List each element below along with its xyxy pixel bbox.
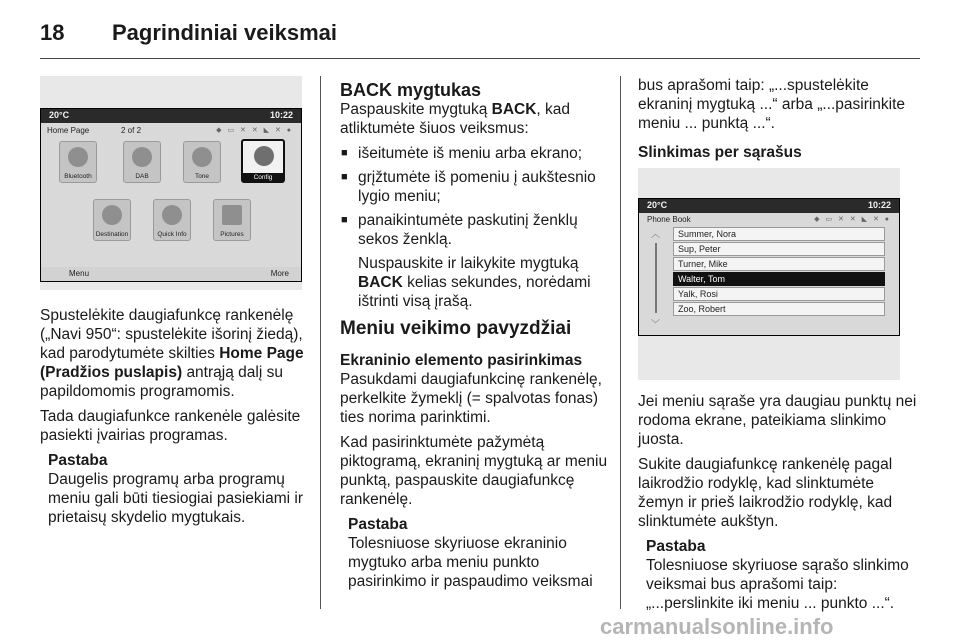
middle-column-text (340, 80, 608, 591)
phonebook-body (639, 213, 899, 335)
paragraph-turn-knob: Sukite daugiafunkcę rankenėlę pagal laikrodžio rodyklę, kad slinktumėte žemyn ir prieš laikrodžio rodyklę, kad slinktumėte aukštyn. (638, 456, 893, 530)
tile-pictures[interactable]: Pictures (213, 199, 251, 241)
watermark: carmanualsonline.info (600, 614, 834, 639)
right-column-text-top (638, 76, 922, 162)
more-softkey[interactable]: More (270, 269, 289, 278)
dab-icon (132, 147, 152, 167)
list-item: ■ išeitumėte iš meniu arba ekrano; (340, 144, 608, 163)
list-item: ■ grįžtumėte iš pomeniu į aukštesnio lygio meniu; (340, 168, 608, 206)
paragraph-hold-back: Nuspauskite ir laikykite mygtuką BACK kelias sekundes, norėdami ištrinti visą įrašą. (358, 255, 591, 310)
tile-destination[interactable]: Destination (93, 199, 131, 241)
tile-bluetooth[interactable]: Bluetooth (59, 141, 97, 183)
paragraph-continued: bus aprašomi taip: „...spustelėkite ekraninį mygtuką ...“ arba „...pasirinkite meniu ... punktą ...“. (638, 77, 906, 132)
temperature: 20°C (647, 200, 668, 210)
status-icons: ◆ ▭ ✕ ✕ ◣ ✕ ● (814, 216, 891, 223)
phonebook-screen (638, 198, 900, 336)
status-bar (639, 199, 899, 213)
paragraph-press: Kad pasirinktumėte pažymėtą piktogramą, ekraninį mygtuką ar meniu punktą, paspauskite daugiafunkcę rankenėlę. (340, 434, 608, 508)
paragraph-applications: Tada daugiafunkce rankenėle galėsite pasiekti įvairias programas. (40, 408, 301, 444)
clock: 10:22 (867, 200, 891, 210)
page-header (40, 14, 920, 58)
list-item[interactable]: Summer, Nora (673, 227, 885, 241)
note-title: Pastaba (348, 516, 408, 533)
list-item[interactable]: Turner, Mike (673, 257, 885, 271)
heading-back-button: BACK mygtukas (340, 80, 482, 100)
heading-select-element: Ekraninio elemento pasirinkimas (340, 352, 583, 369)
phonebook-title: Phone Book (647, 215, 691, 224)
paragraph-back-intro: Paspauskite mygtuką BACK, kad atliktumėte šiuos veiksmus: (340, 101, 571, 137)
phonebook-figure (638, 168, 900, 380)
home-screen-title: Home Page (47, 126, 90, 135)
left-column-text (40, 306, 308, 527)
scroll-down-icon[interactable]: ﹀ (651, 319, 661, 329)
heading-menu-examples: Meniu veikimo pavyzdžiai (340, 318, 572, 339)
home-screen-figure (40, 76, 302, 290)
tile-dab[interactable]: DAB (123, 141, 161, 183)
note-text: Tolesniuose skyriuose ekraninio mygtuko arba meniu punkto pasirinkimo ir paspaudimo veiksmai (348, 535, 593, 590)
info-icon (162, 205, 182, 225)
scroll-up-icon[interactable]: ︿ (651, 229, 661, 239)
globe-icon (102, 205, 122, 225)
right-column-text-bottom (638, 392, 922, 613)
note-box (40, 451, 308, 527)
status-bar (41, 109, 301, 123)
column-divider-left (320, 76, 321, 609)
tile-tone[interactable]: Tone (183, 141, 221, 183)
home-screen-body (41, 123, 301, 281)
page-title: Pagrindiniai veiksmai (112, 20, 337, 45)
clock: 10:22 (269, 110, 293, 120)
note-box (340, 515, 608, 591)
home-screen-footer (41, 267, 301, 281)
tile-config[interactable]: Config (241, 139, 285, 183)
temperature: 20°C (49, 110, 70, 120)
gear-icon (254, 146, 274, 166)
list-item[interactable]: Zoo, Robert (673, 302, 885, 316)
note-title: Pastaba (48, 452, 108, 469)
page-number: 18 (40, 20, 65, 45)
bluetooth-icon (68, 147, 88, 167)
paragraph-scrollbar: Jei meniu sąraše yra daugiau punktų nei rodoma ekrane, pateikiama slinkimo juosta. (638, 393, 917, 448)
list-item: ■ panaikintumėte paskutinį ženklų sekos ženklą. (340, 211, 608, 249)
back-actions-list (340, 144, 608, 249)
paragraph-select: Pasukdami daugiafunkcinę rankenėlę, perkelkite žymeklį (= spalvotas fonas) ties norima parinktimi. (340, 371, 602, 426)
paragraph-home-page: Spustelėkite daugiafunkcę rankenėlę („Navi 950“: spustelėkite išorinį žiedą), kad parodytumėte skilties Home Page (Pradžios puslapis) antrąją dalį su papildomomis programomis. (40, 307, 304, 400)
tile-quick-info[interactable]: Quick Info (153, 199, 191, 241)
home-screen (40, 108, 302, 282)
pictures-icon (222, 205, 242, 225)
status-icons: ◆ ▭ ✕ ✕ ◣ ✕ ● (216, 127, 293, 134)
home-page-term: Home Page (Pradžios puslapis) (40, 345, 304, 381)
list-item-selected[interactable]: Walter, Tom (673, 272, 885, 286)
tone-icon (192, 147, 212, 167)
list-item[interactable]: Yalk, Rosi (673, 287, 885, 301)
note-text: Tolesniuose skyriuose sąrašo slinkimo veiksmai bus aprašomi taip: „...perslinkite iki meniu ... punkto ...“. (646, 557, 909, 612)
note-title: Pastaba (646, 538, 706, 555)
note-text: Daugelis programų arba programų meniu gali būti tiesiogiai pasiekiami ir prietaisų skydelio mygtukais. (48, 471, 304, 526)
heading-scroll-lists: Slinkimas per sąrašus (638, 144, 802, 161)
column-divider-right (620, 76, 621, 609)
back-term: BACK (491, 101, 537, 118)
list-item[interactable]: Sup, Peter (673, 242, 885, 256)
header-divider (40, 58, 920, 59)
scrollbar[interactable] (655, 243, 657, 313)
page-indicator: 2 of 2 (121, 126, 142, 135)
menu-softkey[interactable]: Menu (69, 269, 90, 278)
note-box (638, 537, 922, 613)
back-term: BACK (358, 274, 403, 291)
